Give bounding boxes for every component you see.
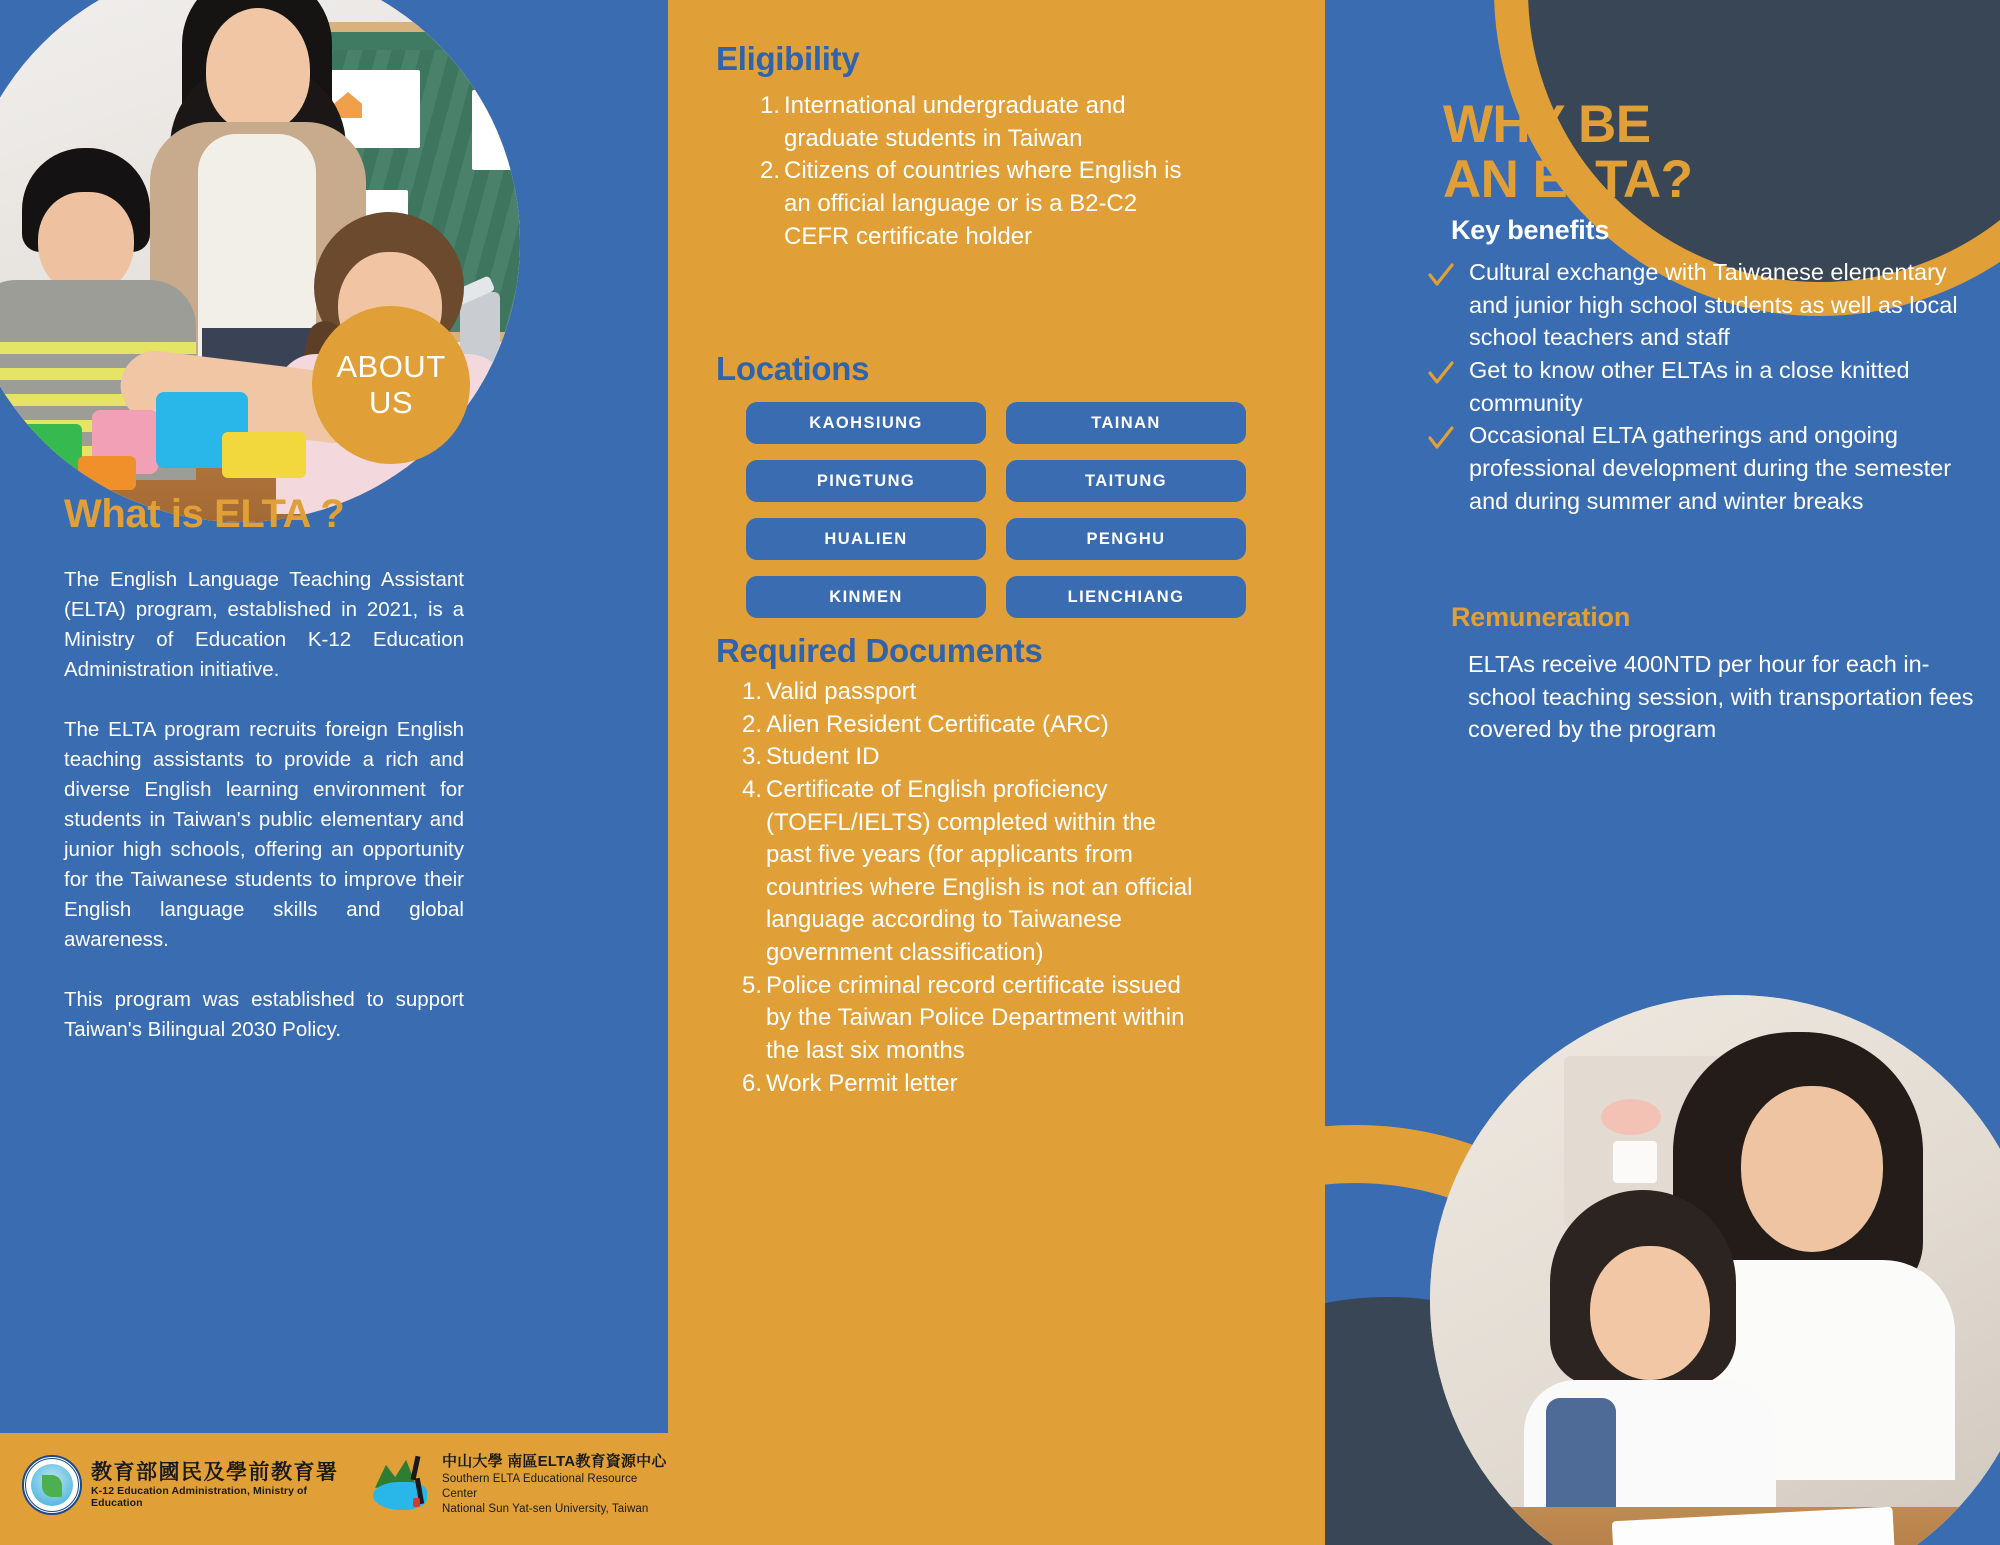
benefit-item [1421, 419, 1981, 517]
nsysu-logo-cn: 中山大學 南區ELTA教育資源中心 [442, 1453, 667, 1470]
nsysu-logo-en-2: National Sun Yat-sen University, Taiwan [442, 1502, 649, 1515]
what-is-elta-section [64, 492, 464, 1045]
nsysu-logo [373, 1453, 668, 1517]
location-button-hualien[interactable]: HUALIEN [746, 518, 986, 560]
location-button-tainan[interactable]: TAINAN [1006, 402, 1246, 444]
nsysu-mountain-sea-icon [373, 1456, 433, 1514]
moe-logo-en: K-12 Education Administration, Ministry of Education [91, 1484, 308, 1509]
benefit-item [1421, 256, 1981, 354]
eligibility-heading: Eligibility [716, 40, 860, 77]
eligibility-item: 2. Citizens of countries where English is an official language or is a B2-C2 CEFR certificate holder [759, 157, 1182, 250]
about-us-badge [312, 306, 470, 464]
key-benefits-heading: Key benefits [1451, 215, 1610, 245]
location-button-taitung[interactable]: TAITUNG [1006, 460, 1246, 502]
document-item: 6. Work Permit letter [741, 1069, 958, 1097]
locations-heading: Locations [716, 350, 870, 387]
required-documents-heading: Required Documents [716, 632, 1043, 669]
right-panel [1325, 0, 2000, 1545]
check-icon [1427, 262, 1455, 290]
ministry-of-education-seal-icon [22, 1455, 82, 1515]
middle-panel [668, 0, 1325, 1545]
classroom-photo-bottom [1430, 995, 2000, 1545]
location-button-lienchiang[interactable]: LIENCHIANG [1006, 576, 1246, 618]
footer-logo-bar [0, 1433, 668, 1545]
document-item: 1. Valid passport [741, 678, 917, 705]
why-be-an-elta-heading [1443, 95, 1863, 210]
why-title-line1: WHY BE [1443, 95, 1651, 154]
elta-paragraph-2: The ELTA program recruits foreign English teaching assistants to provide a rich and diverse English learning environment for students in Taiwan's public elementary and junior high schools, offering an opportunity for the Taiwanese students to improve their English language skills and global awareness. [64, 717, 464, 952]
benefit-text: Cultural exchange with Taiwanese elementary and junior high school students as well as local school teachers and staff [1469, 259, 1958, 351]
location-button-kaohsiung[interactable]: KAOHSIUNG [746, 402, 986, 444]
left-panel [0, 0, 668, 1545]
remuneration-heading: Remuneration [1451, 602, 1631, 632]
location-button-penghu[interactable]: PENGHU [1006, 518, 1246, 560]
eligibility-item: 1. International undergraduate and graduate students in Taiwan [759, 92, 1126, 152]
benefit-text: Get to know other ELTAs in a close knitted community [1469, 356, 1910, 416]
about-us-line1: ABOUT [336, 349, 446, 385]
location-button-pingtung[interactable]: PINGTUNG [746, 460, 986, 502]
benefit-text: Occasional ELTA gatherings and ongoing professional development during the semester and during summer and winter breaks [1469, 422, 1952, 514]
remuneration-text: ELTAs receive 400NTD per hour for each in-school teaching session, with transportation fees covered by the program [1468, 651, 1974, 743]
check-icon [1427, 360, 1455, 388]
key-benefits-list [1421, 256, 1981, 517]
document-item: 3. Student ID [741, 743, 880, 771]
moe-logo [22, 1455, 353, 1515]
nsysu-logo-en-1: Southern ELTA Educational Resource Center [442, 1472, 638, 1500]
document-item: 4. Certificate of English proficiency (TOEFL/IELTS) completed within the past five years (for applicants from countries where English is not an official language according to Taiwanese government classification) [741, 775, 1193, 966]
elta-paragraph-3: This program was established to support Taiwan's Bilingual 2030 Policy. [64, 987, 464, 1041]
about-us-line2: US [368, 385, 414, 420]
moe-logo-cn: 教育部國民及學前教育署 [91, 1460, 339, 1484]
location-button-kinmen[interactable]: KINMEN [746, 576, 986, 618]
benefit-item [1421, 354, 1981, 419]
locations-grid [746, 402, 1246, 618]
document-item: 5. Police criminal record certificate issued by the Taiwan Police Department within the last six months [741, 971, 1185, 1064]
check-icon [1427, 425, 1455, 453]
elta-paragraph-1: The English Language Teaching Assistant (ELTA) program, established in 2021, is a Ministry of Education K-12 Education Administration initiative. [64, 568, 464, 682]
why-title-line2: AN ELTA? [1443, 150, 1693, 210]
document-item: 2. Alien Resident Certificate (ARC) [741, 710, 1109, 738]
eligibility-list [748, 90, 1188, 253]
required-documents-list [730, 676, 1195, 1100]
what-is-elta-heading: What is ELTA ? [64, 492, 345, 536]
